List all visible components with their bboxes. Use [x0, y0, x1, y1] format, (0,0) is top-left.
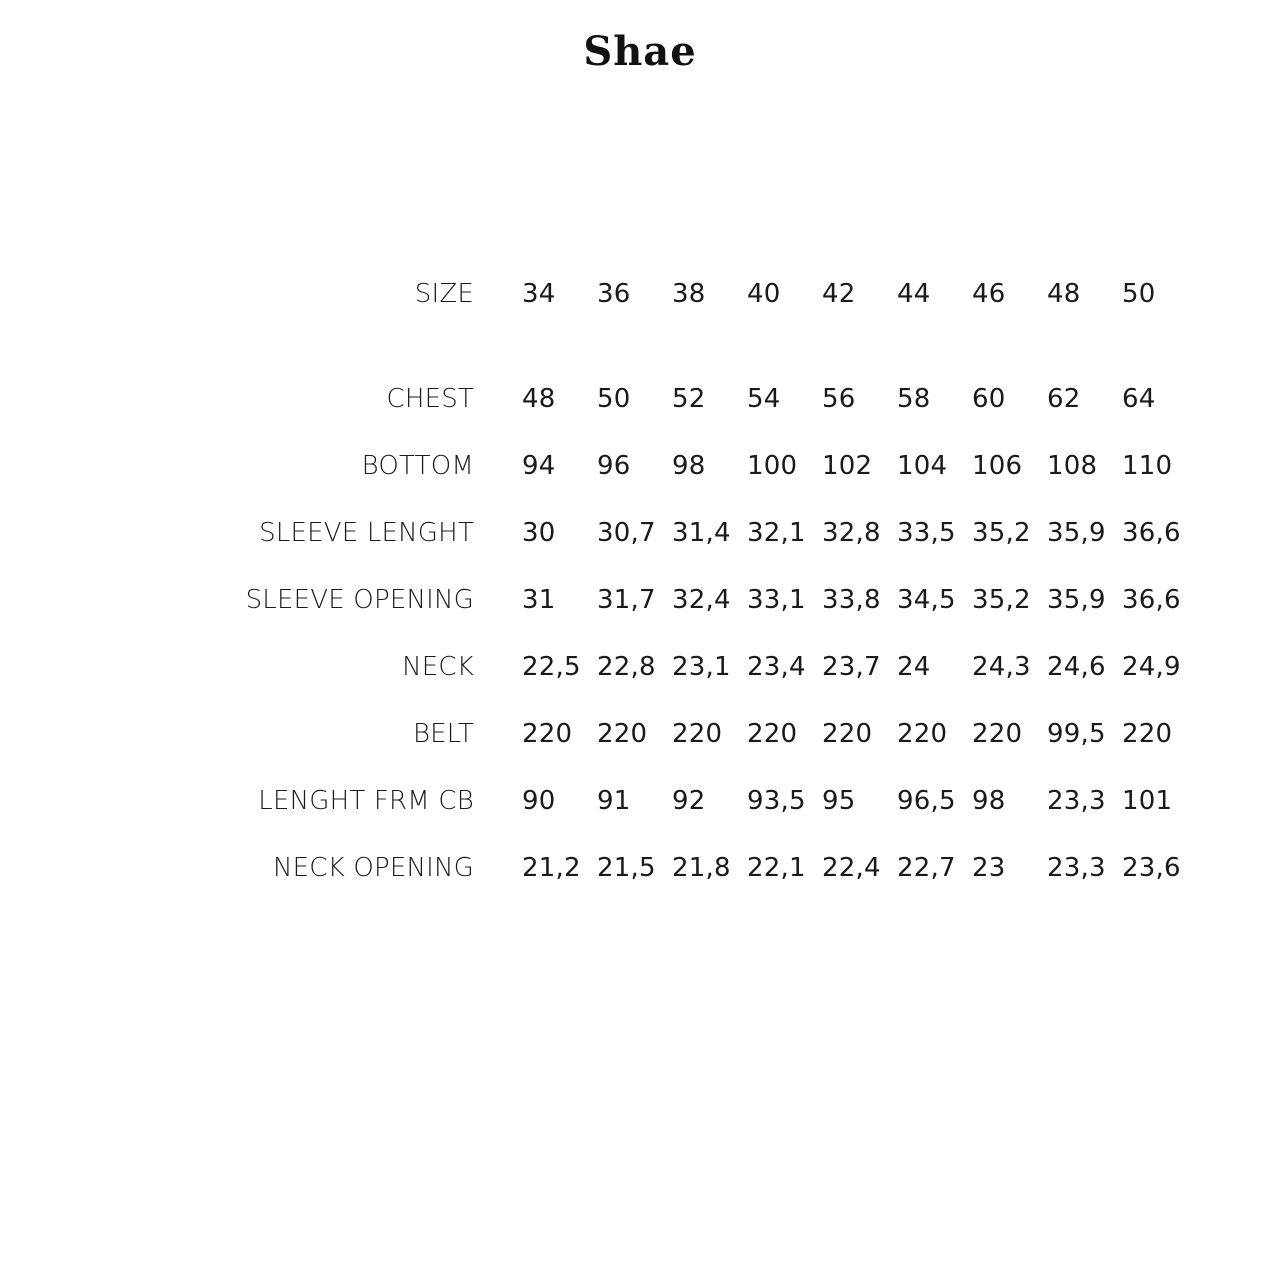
measurement-cell: 101: [1122, 786, 1173, 816]
measurement-cell: 92: [672, 786, 706, 816]
measurement-cell: 35,2: [972, 518, 1031, 548]
measurement-label: BELT: [412, 719, 474, 749]
brand-logo: Shae: [583, 28, 697, 75]
measurement-cell: 60: [972, 384, 1006, 414]
measurement-row-neck-opening: [0, 848, 1280, 888]
measurement-cell: 32,4: [672, 585, 731, 615]
size-cell: 42: [822, 279, 856, 309]
measurement-cell: 48: [522, 384, 556, 414]
measurement-cell: 90: [522, 786, 556, 816]
measurement-cell: 220: [672, 719, 723, 749]
measurement-cell: 64: [1122, 384, 1156, 414]
size-cell: 48: [1047, 279, 1081, 309]
measurement-cell: 220: [897, 719, 948, 749]
measurement-cell: 93,5: [747, 786, 806, 816]
measurement-cell: 94: [522, 451, 556, 481]
measurement-cell: 50: [597, 384, 631, 414]
measurement-cell: 21,5: [597, 853, 656, 883]
measurement-row-sleeve-length: [0, 513, 1280, 553]
measurement-cell: 23: [972, 853, 1006, 883]
measurement-cell: 31,7: [597, 585, 656, 615]
measurement-cell: 22,8: [597, 652, 656, 682]
measurement-cell: 34,5: [897, 585, 956, 615]
size-cell: 34: [522, 279, 556, 309]
measurement-cell: 22,1: [747, 853, 806, 883]
measurement-cell: 35,9: [1047, 585, 1106, 615]
measurement-cell: 33,5: [897, 518, 956, 548]
measurement-row-bottom: [0, 446, 1280, 486]
size-header-label: SIZE: [414, 279, 474, 309]
measurement-cell: 104: [897, 451, 948, 481]
measurement-cell: 54: [747, 384, 781, 414]
measurement-cell: 100: [747, 451, 798, 481]
measurement-cell: 33,8: [822, 585, 881, 615]
measurement-cell: 24,6: [1047, 652, 1106, 682]
size-header-row: [0, 274, 1280, 314]
measurement-row-sleeve-opening: [0, 580, 1280, 620]
measurement-cell: 98: [972, 786, 1006, 816]
measurement-cell: 36,6: [1122, 585, 1181, 615]
measurement-cell: 96: [597, 451, 631, 481]
measurement-label: NECK: [402, 652, 474, 682]
measurement-cell: 24: [897, 652, 931, 682]
size-cell: 40: [747, 279, 781, 309]
measurement-cell: 23,4: [747, 652, 806, 682]
size-cell: 36: [597, 279, 631, 309]
measurement-cell: 23,3: [1047, 853, 1106, 883]
measurement-cell: 22,5: [522, 652, 581, 682]
measurement-cell: 30,7: [597, 518, 656, 548]
measurement-cell: 31: [522, 585, 556, 615]
measurement-cell: 95: [822, 786, 856, 816]
measurement-cell: 220: [972, 719, 1023, 749]
measurement-row-belt: [0, 714, 1280, 754]
measurement-cell: 62: [1047, 384, 1081, 414]
measurement-cell: 96,5: [897, 786, 956, 816]
measurement-label: CHEST: [386, 384, 474, 414]
measurement-cell: 110: [1122, 451, 1173, 481]
measurement-cell: 24,9: [1122, 652, 1181, 682]
measurement-cell: 220: [747, 719, 798, 749]
size-cell: 46: [972, 279, 1006, 309]
measurement-cell: 36,6: [1122, 518, 1181, 548]
measurement-cell: 220: [522, 719, 573, 749]
measurement-cell: 56: [822, 384, 856, 414]
measurement-row-chest: [0, 379, 1280, 419]
size-cell: 50: [1122, 279, 1156, 309]
measurement-cell: 35,9: [1047, 518, 1106, 548]
measurement-cell: 31,4: [672, 518, 731, 548]
measurement-cell: 102: [822, 451, 873, 481]
measurement-cell: 24,3: [972, 652, 1031, 682]
measurement-cell: 106: [972, 451, 1023, 481]
measurement-cell: 99,5: [1047, 719, 1106, 749]
measurement-cell: 21,2: [522, 853, 581, 883]
measurement-label: LENGHT FRM CB: [258, 786, 474, 816]
measurement-label: BOTTOM: [361, 451, 474, 481]
measurement-cell: 32,8: [822, 518, 881, 548]
measurement-row-neck: [0, 647, 1280, 687]
measurement-cell: 21,8: [672, 853, 731, 883]
size-cell: 38: [672, 279, 706, 309]
measurement-cell: 52: [672, 384, 706, 414]
measurement-label: SLEEVE OPENING: [245, 585, 474, 615]
measurement-row-length-from-cb: [0, 781, 1280, 821]
measurement-cell: 23,1: [672, 652, 731, 682]
measurement-cell: 58: [897, 384, 931, 414]
measurement-cell: 30: [522, 518, 556, 548]
measurement-cell: 23,3: [1047, 786, 1106, 816]
measurement-cell: 220: [597, 719, 648, 749]
measurement-label: NECK OPENING: [272, 853, 474, 883]
measurement-cell: 220: [822, 719, 873, 749]
measurement-cell: 23,6: [1122, 853, 1181, 883]
measurement-cell: 22,7: [897, 853, 956, 883]
measurement-cell: 32,1: [747, 518, 806, 548]
measurement-cell: 98: [672, 451, 706, 481]
measurement-cell: 33,1: [747, 585, 806, 615]
measurement-cell: 35,2: [972, 585, 1031, 615]
size-cell: 44: [897, 279, 931, 309]
measurement-cell: 22,4: [822, 853, 881, 883]
measurement-cell: 220: [1122, 719, 1173, 749]
measurement-label: SLEEVE LENGHT: [259, 518, 474, 548]
measurement-cell: 108: [1047, 451, 1098, 481]
measurement-cell: 91: [597, 786, 631, 816]
measurement-cell: 23,7: [822, 652, 881, 682]
